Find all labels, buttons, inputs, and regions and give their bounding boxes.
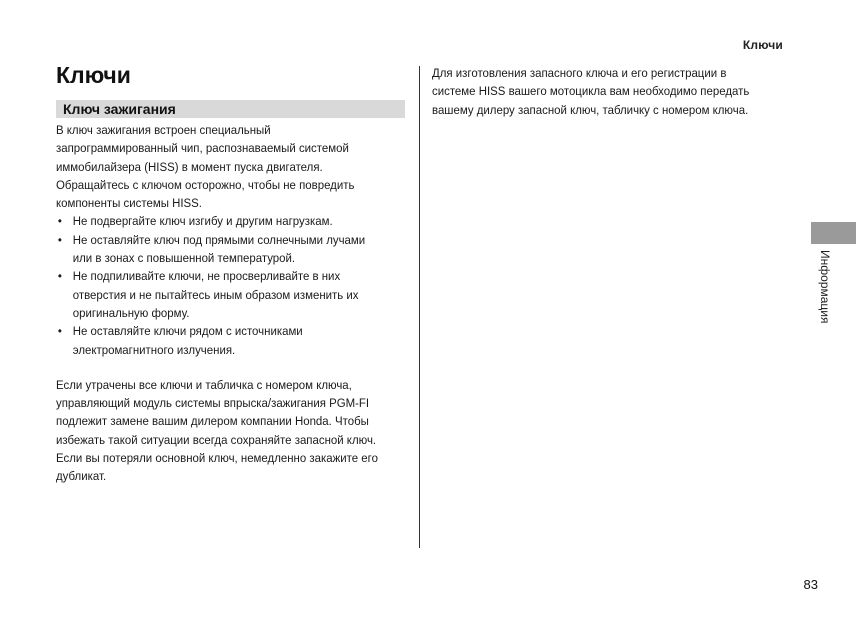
precautions-list — [56, 212, 383, 358]
list-item-text: Не оставляйте ключи рядом с источниками электромагнитного излучения. — [72, 324, 303, 357]
bullet-icon: • — [57, 324, 62, 339]
left-column — [56, 121, 383, 486]
running-header: Ключи — [742, 38, 783, 52]
spare-key-paragraph: Для изготовления запасного ключа и его регистрации в системе HISS вашего мотоцикла вам необходимо передать вашему дилеру запасной ключ, табличку с номером ключа. — [432, 66, 750, 117]
bullet-icon: • — [57, 214, 62, 229]
page-title: Ключи — [56, 62, 131, 88]
chapter-tab-label: Информация — [818, 250, 832, 324]
list-item — [56, 267, 383, 322]
column-divider — [419, 66, 420, 548]
lost-main-key-paragraph: Если вы потеряли основной ключ, немедленно закажите его дубликат. — [56, 451, 378, 484]
intro-paragraph: В ключ зажигания встроен специальный запрограммированный чип, распознаваемый системой иммобилайзера (HISS) в момент пуска двигателя. Обращайтесь с ключом осторожно, чтобы не повредить компоненты системы HISS. — [56, 123, 355, 211]
page-number: 83 — [803, 577, 818, 592]
list-item-text: Не подвергайте ключ изгибу и другим нагрузкам. — [72, 214, 333, 229]
lost-keys-paragraph: Если утрачены все ключи и табличка с номером ключа, управляющий модуль системы впрыска/зажигания PGM-FI подлежит замене вашим дилером компании Honda. Чтобы избежать такой ситуации всегда сохраняйте запасной ключ. — [56, 377, 377, 447]
section-title: Ключ зажигания — [63, 101, 176, 117]
bullet-icon: • — [57, 232, 62, 247]
bullet-icon: • — [57, 269, 62, 284]
list-item — [56, 231, 383, 268]
list-item-text: Не подпиливайте ключи, не просверливайте в них отверстия и не пытайтесь иным образом изменить их оригинальную форму. — [72, 269, 359, 320]
list-item — [56, 322, 383, 359]
list-item — [56, 212, 383, 230]
right-column — [432, 64, 758, 119]
chapter-tab-marker — [811, 222, 856, 244]
paragraph-spacer — [56, 359, 383, 376]
section-heading-bar — [56, 100, 405, 118]
list-item-text: Не оставляйте ключ под прямыми солнечными лучами или в зонах с повышенной температурой. — [72, 232, 366, 266]
